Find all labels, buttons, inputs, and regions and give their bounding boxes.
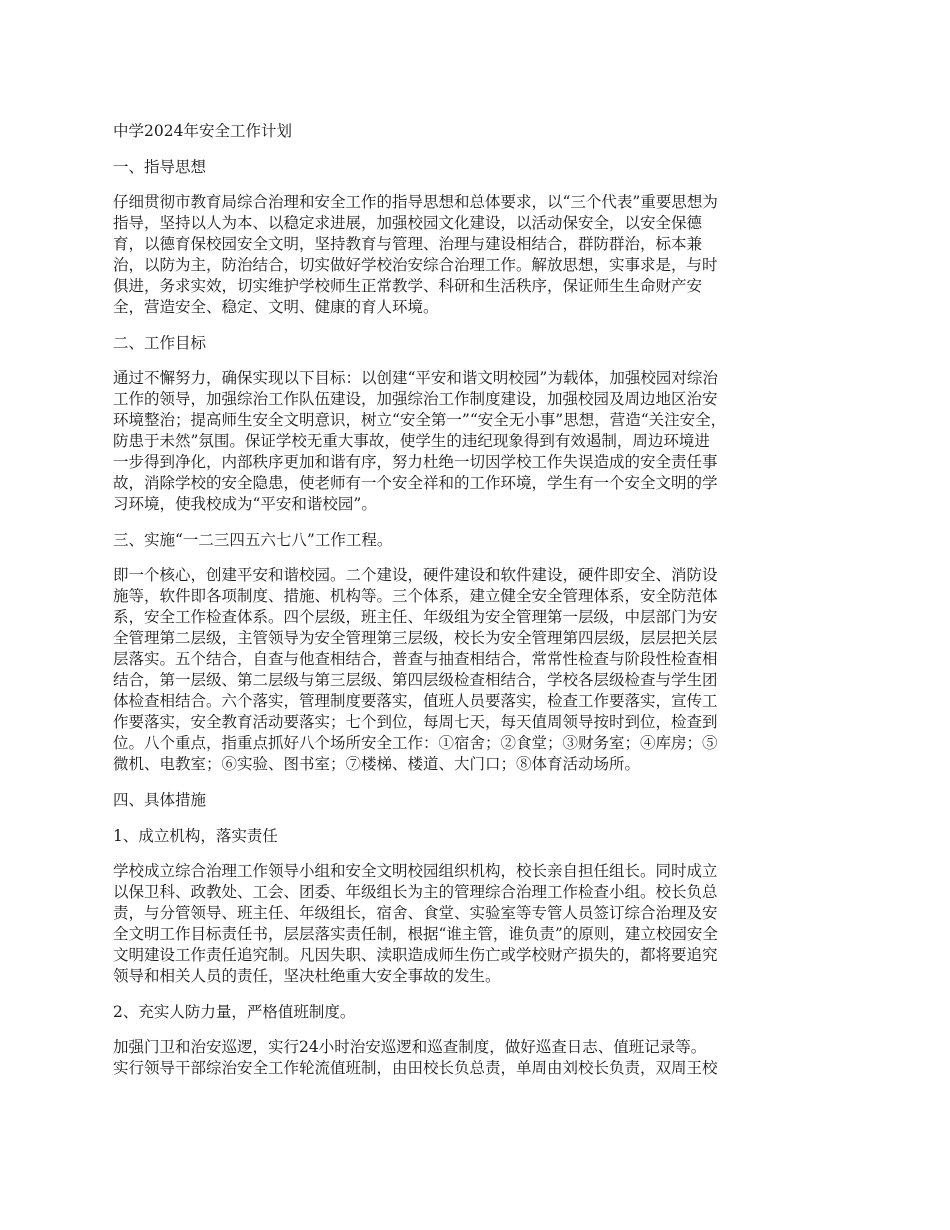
text-line: 俱进，务求实效，切实维护学校师生正常教学、科研和生活秩序，保证师生生命财产安 xyxy=(113,277,703,295)
text-line: 通过不懈努力，确保实现以下目标：以创建“平安和谐文明校园”为载体，加强校园对综治 xyxy=(113,369,718,387)
text-line: 指导，坚持以人为本、以稳定求进展，加强校园文化建设，以活动保安全，以安全保德 xyxy=(113,214,703,232)
text-line: 责，与分管领导、班主任、年级组长，宿舍、食堂、实验室等专管人员签订综合治理及安 xyxy=(113,904,718,922)
text-line: 故，消除学校的安全隐患，使老师有一个安全祥和的工作环境，学生有一个安全文明的学 xyxy=(113,474,718,492)
text-line: 作要落实，安全教育活动要落实；七个到位，每周七天，每天值周领导按时到位，检查到 xyxy=(113,713,718,731)
section-1-heading: 一、指导思想 xyxy=(113,158,207,176)
text-line: 实行领导干部综治安全工作轮流值班制，由田校长负总责，单周由刘校长负责，双周王校 xyxy=(113,1059,718,1077)
text-line: 体检查相结合。六个落实，管理制度要落实，值班人员要落实，检查工作要落实，宣传工 xyxy=(113,692,718,710)
text-line: 位。八个重点，指重点抓好八个场所安全工作：①宿舍；②食堂；③财务室；④库房；⑤ xyxy=(113,734,718,752)
subsection-1-heading: 1、成立机构，落实责任 xyxy=(113,827,278,845)
section-3-heading: 三、实施“一二三四五六七八”工作工程。 xyxy=(113,531,393,549)
text-line: 一步得到净化，内部秩序更加和谐有序，努力杜绝一切因学校工作失误造成的安全责任事 xyxy=(113,453,718,471)
subsection-1-paragraph xyxy=(113,861,841,987)
section-2-heading: 二、工作目标 xyxy=(113,334,207,352)
text-line: 习环境，使我校成为“平安和谐校园”。 xyxy=(113,495,377,513)
document-page xyxy=(113,120,841,1093)
section-1-paragraph xyxy=(113,192,841,318)
text-line: 学校成立综合治理工作领导小组和安全文明校园组织机构，校长亲自担任组长。同时成立 xyxy=(113,862,718,880)
text-line: 治，以防为主，防治结合，切实做好学校治安综合治理工作。解放思想，实事求是，与时 xyxy=(113,256,718,274)
text-line: 加强门卫和治安巡逻，实行24小时治安巡逻和巡查制度，做好巡查日志、值班记录等。 xyxy=(113,1038,707,1056)
subsection-2-heading: 2、充实人防力量，严格值班制度。 xyxy=(113,1003,356,1021)
section-3-paragraph xyxy=(113,565,841,775)
text-line: 全，营造安全、稳定、文明、健康的育人环境。 xyxy=(113,298,439,316)
text-line: 结合，第一层级、第二层级与第三层级、第四层级检查相结合，学校各层级检查与学生团 xyxy=(113,671,718,689)
text-line: 领导和相关人员的责任，坚决杜绝重大安全事故的发生。 xyxy=(113,967,501,985)
section-4-heading: 四、具体措施 xyxy=(113,791,207,809)
text-line: 全管理第二层级，主管领导为安全管理第三层级，校长为安全管理第四层级，层层把关层 xyxy=(113,629,718,647)
text-line: 施等，软件即各项制度、措施、机构等。三个体系，建立健全安全管理体系，安全防范体 xyxy=(113,587,718,605)
text-line: 以保卫科、政教处、工会、团委、年级组长为主的管理综合治理工作检查小组。校长负总 xyxy=(113,883,718,901)
text-line: 全文明工作目标责任书，层层落实责任制，根据“谁主管，谁负责”的原则，建立校园安全 xyxy=(113,925,718,943)
text-line: 即一个核心，创建平安和谐校园。二个建设，硬件建设和软件建设，硬件即安全、消防设 xyxy=(113,566,718,584)
text-line: 育，以德育保校园安全文明，坚持教育与管理、治理与建设相结合，群防群治，标本兼 xyxy=(113,235,703,253)
text-line: 环境整治；提高师生安全文明意识，树立“安全第一”“安全无小事”思想，营造“关注安全， xyxy=(113,411,727,429)
document-title: 中学2024年安全工作计划 xyxy=(113,122,292,140)
section-2-paragraph xyxy=(113,368,841,515)
text-line: 微机、电教室；⑥实验、图书室；⑦楼梯、楼道、大门口；⑧体育活动场所。 xyxy=(113,755,641,773)
subsection-2-paragraph xyxy=(113,1037,841,1079)
text-line: 工作的领导，加强综治工作队伍建设，加强综治工作制度建设，加强校园及周边地区治安 xyxy=(113,390,718,408)
text-line: 仔细贯彻市教育局综合治理和安全工作的指导思想和总体要求，以“三个代表”重要思想为 xyxy=(113,193,718,211)
text-line: 层落实。五个结合，自查与他查相结合，普查与抽查相结合，常常性检查与阶段性检查相 xyxy=(113,650,718,668)
text-line: 系，安全工作检查体系。四个层级，班主任、年级组为安全管理第一层级，中层部门为安 xyxy=(113,608,718,626)
text-line: 防患于未然”氛围。保证学校无重大事故，使学生的违纪现象得到有效遏制，周边环境进 xyxy=(113,432,710,450)
text-line: 文明建设工作责任追究制。凡因失职、渎职造成师生伤亡或学校财产损失的，都将要追究 xyxy=(113,946,718,964)
